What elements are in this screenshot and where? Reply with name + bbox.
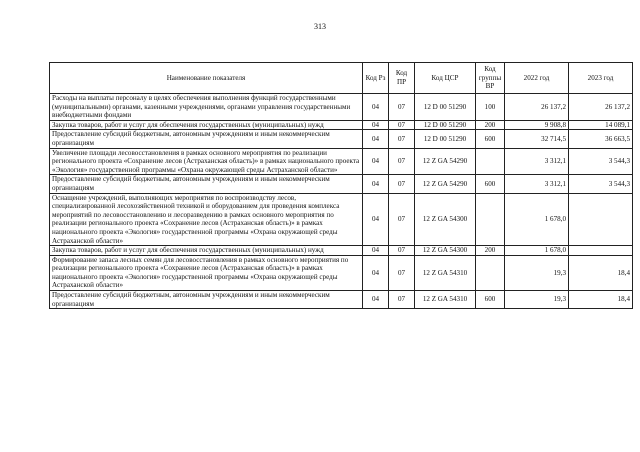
header-rz: Код Рз (363, 63, 389, 94)
row-name: Формирование запаса лесных семян для лесовосстановления в рамках основного мероприятия по реализации регионального проекта «Сохранение лесов (Астраханская область)» в рамках национального проекта «Экология» государственной программы «Охрана окружающей среды Астраханской области» (50, 255, 363, 290)
row-2022: 32 714,5 (505, 130, 569, 148)
row-rz: 04 (363, 193, 389, 246)
row-name: Закупка товаров, работ и услуг для обеспечения государственных (муниципальных) нужд (50, 246, 363, 256)
row-csr: 12 Z GA 54290 (415, 175, 476, 193)
row-2023: 3 544,3 (569, 148, 633, 175)
row-rz: 04 (363, 255, 389, 290)
row-csr: 12 D 00 51290 (415, 94, 476, 121)
row-pr: 07 (389, 291, 415, 309)
header-vr: Код группы ВР (476, 63, 505, 94)
row-2023: 36 663,5 (569, 130, 633, 148)
row-2023: 3 544,3 (569, 175, 633, 193)
row-pr: 07 (389, 130, 415, 148)
row-pr: 07 (389, 94, 415, 121)
row-2022: 1 678,0 (505, 193, 569, 246)
row-csr: 12 D 00 51290 (415, 120, 476, 130)
table-row (50, 94, 633, 121)
row-csr: 12 Z GA 54300 (415, 193, 476, 246)
row-rz: 04 (363, 148, 389, 175)
row-vr: 200 (476, 246, 505, 256)
row-2022: 1 678,0 (505, 246, 569, 256)
table-row (50, 193, 633, 246)
header-csr: Код ЦСР (415, 63, 476, 94)
table-row (50, 120, 633, 130)
row-name: Увеличение площади лесовосстановления в рамках основного мероприятия по реализации регионального проекта «Сохранение лесов (Астраханская область)» в рамках национального проекта «Экология» государственной программы «Охрана окружающей среды Астраханской области» (50, 148, 363, 175)
row-csr: 12 Z GA 54310 (415, 291, 476, 309)
row-pr: 07 (389, 255, 415, 290)
row-name: Оснащение учреждений, выполняющих мероприятия по воспроизводству лесов, специализированной лесохозяйственной техникой и оборудованием для проведения комплекса мероприятий по лесовосстановлению и лесоразведению в рамках основного мероприятия по реализации регионального проекта «Сохранение лесов (Астраханская область)» в рамках национального проекта «Экология» государственной программы «Охрана окружающей среды Астраханской области» (50, 193, 363, 246)
table-row (50, 175, 633, 193)
row-pr: 07 (389, 120, 415, 130)
row-vr: 600 (476, 130, 505, 148)
row-csr: 12 D 00 51290 (415, 130, 476, 148)
table-row (50, 255, 633, 290)
row-2022: 19,3 (505, 291, 569, 309)
header-row (50, 63, 633, 94)
row-rz: 04 (363, 120, 389, 130)
row-name: Закупка товаров, работ и услуг для обеспечения государственных (муниципальных) нужд (50, 120, 363, 130)
row-vr (476, 255, 505, 290)
page-number: 313 (314, 22, 326, 31)
row-vr (476, 148, 505, 175)
row-rz: 04 (363, 246, 389, 256)
row-pr: 07 (389, 193, 415, 246)
row-2022: 9 908,8 (505, 120, 569, 130)
row-2022: 26 137,2 (505, 94, 569, 121)
row-name: Предоставление субсидий бюджетным, автономным учреждениям и иным некоммерческим организациям (50, 175, 363, 193)
row-pr: 07 (389, 246, 415, 256)
row-2023: 18,4 (569, 291, 633, 309)
budget-table (49, 62, 633, 309)
header-2023: 2023 год (569, 63, 633, 94)
header-name: Наименование показателя (50, 63, 363, 94)
row-2023: 18,4 (569, 255, 633, 290)
header-2022: 2022 год (505, 63, 569, 94)
table-row (50, 246, 633, 256)
row-vr: 100 (476, 94, 505, 121)
row-csr: 12 Z GA 54310 (415, 255, 476, 290)
row-vr (476, 193, 505, 246)
row-2023 (569, 246, 633, 256)
row-name: Расходы на выплаты персоналу в целях обеспечения выполнения функций государственными (муниципальными) органами, казенными учреждениями, органами управления государственными внебюджетными фондами (50, 94, 363, 121)
table-row (50, 130, 633, 148)
row-2023: 26 137,2 (569, 94, 633, 121)
header-pr: Код ПР (389, 63, 415, 94)
row-vr: 600 (476, 175, 505, 193)
row-csr: 12 Z GA 54300 (415, 246, 476, 256)
row-vr: 600 (476, 291, 505, 309)
row-rz: 04 (363, 175, 389, 193)
row-2022: 3 312,1 (505, 148, 569, 175)
row-rz: 04 (363, 130, 389, 148)
row-2023 (569, 193, 633, 246)
row-pr: 07 (389, 175, 415, 193)
table-row (50, 291, 633, 309)
row-2022: 19,3 (505, 255, 569, 290)
row-rz: 04 (363, 94, 389, 121)
table-row (50, 148, 633, 175)
row-rz: 04 (363, 291, 389, 309)
row-pr: 07 (389, 148, 415, 175)
row-csr: 12 Z GA 54290 (415, 148, 476, 175)
row-vr: 200 (476, 120, 505, 130)
row-2022: 3 312,1 (505, 175, 569, 193)
row-2023: 14 089,1 (569, 120, 633, 130)
row-name: Предоставление субсидий бюджетным, автономным учреждениям и иным некоммерческим организациям (50, 130, 363, 148)
row-name: Предоставление субсидий бюджетным, автономным учреждениям и иным некоммерческим организациям (50, 291, 363, 309)
